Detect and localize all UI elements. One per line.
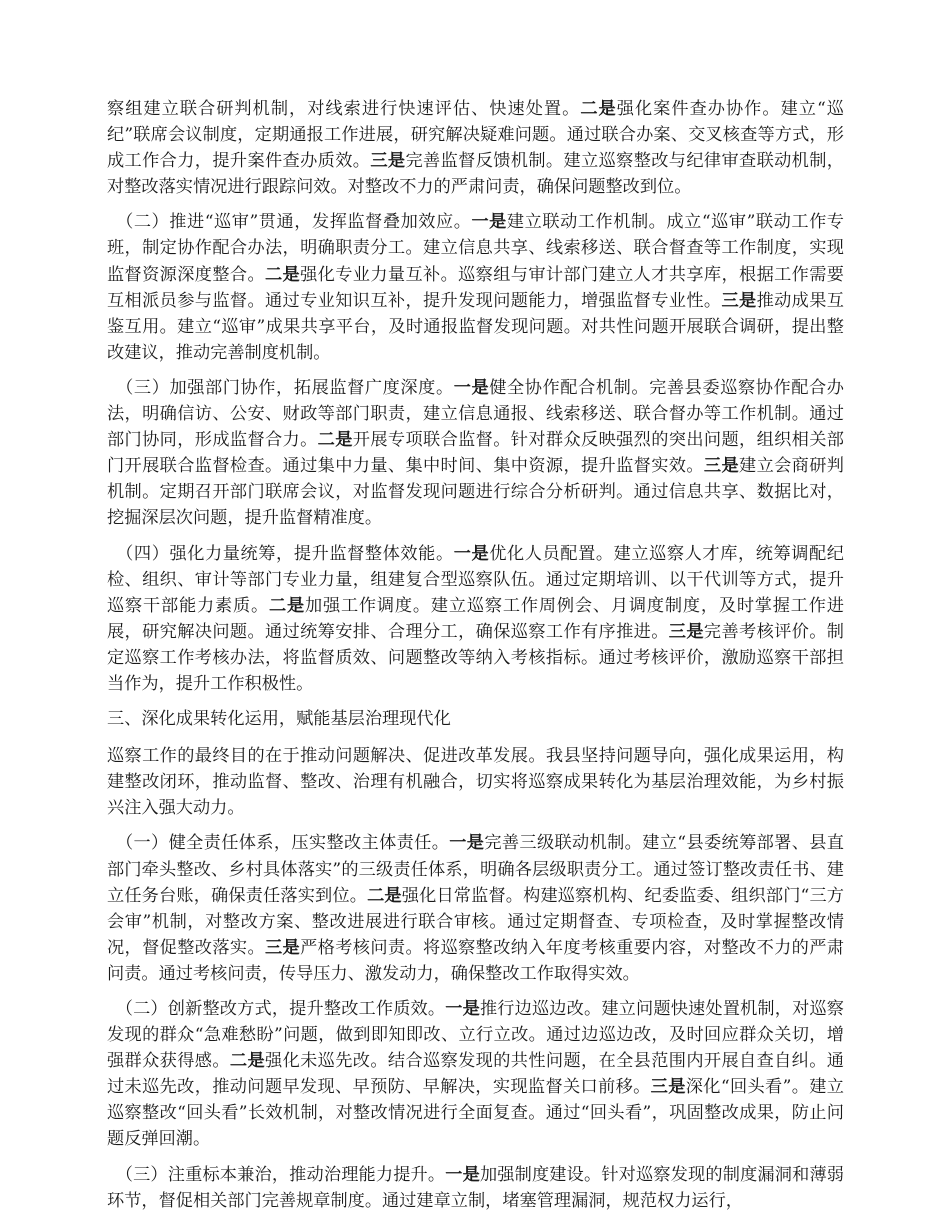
text-run: （二）推进“巡审”贯通，发挥监督叠加效应。	[107, 212, 472, 233]
emphasis-marker: 一是	[449, 833, 485, 854]
text-run: 完善考核评价。制定巡察工作考核办法，将监督质效、问题整改等纳入考核指标。通过考核评价，激励巡察干部担当作为，提升工作积极性。	[107, 621, 844, 694]
text-run: （二）创新整改方式，提升整改工作质效。	[107, 999, 446, 1019]
paragraph	[107, 96, 844, 200]
emphasis-marker: 三是	[370, 151, 406, 172]
text-run: 严格考核问责。将巡察整改纳入年度考核重要内容，对整改不力的严肃问责。通过考核问责，传导压力、激发动力，确保整改工作取得实效。	[107, 937, 844, 984]
text-run: 推动成果互鉴互用。建立“巡审”成果共享平台，及时通报监督发现问题。对共性问题开展联合调研，提出整改建议，推动完善制度机制。	[107, 290, 844, 363]
emphasis-marker: 一是	[471, 212, 507, 233]
text-run: 察组建立联合研判机制，对线索进行快速评估、快速处置。	[107, 99, 581, 119]
text-run: 建立联动工作机制。成立“巡审”联动工作专班，制定协作配合办法，明确职责分工。建立信息共享、线索移送、联合督查等工作制度，实现监督资源深度整合。	[107, 212, 844, 285]
emphasis-marker: 三是	[703, 456, 740, 477]
emphasis-marker: 一是	[453, 543, 490, 564]
text-run: 推行边巡边改。建立问题快速处置机制，对巡察发现的群众“急难愁盼”问题，做到即知即改、立行立改。通过边巡边改，及时回应群众关切，增强群众获得感。	[107, 999, 844, 1072]
text-run: 开展专项联合监督。针对群众反映强烈的突出问题，组织相关部门开展联合监督检查。通过集中力量、集中时间、集中资源，提升监督实效。	[107, 430, 844, 477]
text-run: 强化未巡先改。结合巡察发现的共性问题，在全县范围内开展自查自纠。通过未巡先改，推动问题早发现、早预防、早解决，实现监督关口前移。	[107, 1051, 844, 1098]
emphasis-marker: 一是	[445, 1164, 480, 1185]
text-run: 强化日常监督。构建巡察机构、纪委监委、组织部门“三方会审”机制，对整改方案、整改进展进行联合审核。通过定期督查、专项检查，及时掌握整改情况，督促整改落实。	[107, 885, 844, 958]
emphasis-marker: 二是	[580, 99, 617, 119]
text-run: 加强制度建设。针对巡察发现的制度漏洞和薄弱环节，督促相关部门完善规章制度。通过建章立制，堵塞管理漏洞，规范权力运行，	[107, 1164, 844, 1211]
emphasis-marker: 二是	[317, 430, 353, 451]
emphasis-marker: 二是	[268, 595, 305, 616]
text-run: 巡察工作的最终目的在于推动问题解决、促进改革发展。我县坚持问题导向，强化成果运用，构建整改闭环，推动监督、整改、治理有机融合，切实将巡察成果转化为基层治理效能，为乡村振兴注入强大动力。	[107, 746, 844, 819]
text-run: 建立会商研判机制。定期召开部门联席会议，对监督发现问题进行综合分析研判。通过信息共享、数据比对，挖掘深层次问题，提升监督精准度。	[107, 456, 844, 529]
text-run: 完善监督反馈机制。建立巡察整改与纪律审查联动机制，对整改落实情况进行跟踪问效。对整改不力的严肃问责，确保问题整改到位。	[107, 151, 844, 198]
text-run: 健全协作配合机制。完善县委巡察协作配合办法，明确信访、公安、财政等部门职责，建立信息通报、线索移送、联合督办等工作机制。通过部门协同，形成监督合力。	[107, 377, 844, 451]
paragraph	[107, 743, 844, 821]
emphasis-marker: 二是	[265, 264, 301, 285]
paragraph	[107, 830, 844, 987]
text-run: 强化案件查办协作。建立“巡纪”联席会议制度，定期通报工作进展，研究解决疑难问题。通过联合办案、交叉核查等方式，形成工作合力，提升案件查办质效。	[107, 99, 844, 172]
emphasis-marker: 三是	[265, 937, 301, 958]
paragraph	[107, 541, 844, 698]
text-run: （四）强化力量统筹，提升监督整体效能。	[107, 543, 454, 564]
paragraph	[107, 996, 844, 1153]
emphasis-marker: 二是	[367, 885, 402, 906]
paragraph	[107, 1162, 844, 1214]
document-text-body	[107, 96, 844, 1223]
text-run: 完善三级联动机制。建立“县委统筹部署、县直部门牵头整改、乡村具体落实”的三级责任体系，明确各层级职责分工。通过签订整改责任书、建立任务台账，确保责任落实到位。	[107, 833, 844, 906]
text-run: （三）注重标本兼治，推动治理能力提升。	[107, 1164, 446, 1185]
text-run: 深化“回头看”。建立巡察整改“回头看”长效机制，对整改情况进行全面复查。通过“回头看”，巩固整改成果，防止问题反弹回潮。	[107, 1077, 844, 1150]
paragraph	[107, 209, 844, 366]
text-run: （三）加强部门协作，拓展监督广度深度。	[107, 377, 454, 398]
paragraph	[107, 375, 844, 532]
text-run: 三、深化成果转化运用，赋能基层治理现代化	[107, 709, 451, 730]
emphasis-marker: 三是	[668, 621, 704, 642]
text-run: 强化专业力量互补。巡察组与审计部门建立人才共享库，根据工作需要互相派员参与监督。通过专业知识互补，提升发现问题能力，增强监督专业性。	[107, 264, 844, 311]
emphasis-marker: 三是	[721, 290, 757, 311]
text-run: 优化人员配置。建立巡察人才库，统筹调配纪检、组织、审计等部门专业力量，组建复合型巡察队伍。通过定期培训、以干代训等方式，提升巡察干部能力素质。	[107, 543, 844, 616]
emphasis-marker: 一是	[453, 377, 490, 398]
section-heading	[107, 706, 844, 732]
emphasis-marker: 一是	[445, 999, 480, 1019]
emphasis-marker: 三是	[650, 1077, 686, 1098]
text-run: 加强工作调度。建立巡察工作周例会、月调度制度，及时掌握工作进展，研究解决问题。通过统筹安排、合理分工，确保巡察工作有序推进。	[107, 595, 844, 642]
emphasis-marker: 二是	[229, 1051, 266, 1072]
text-run: （一）健全责任体系，压实整改主体责任。	[107, 833, 450, 854]
